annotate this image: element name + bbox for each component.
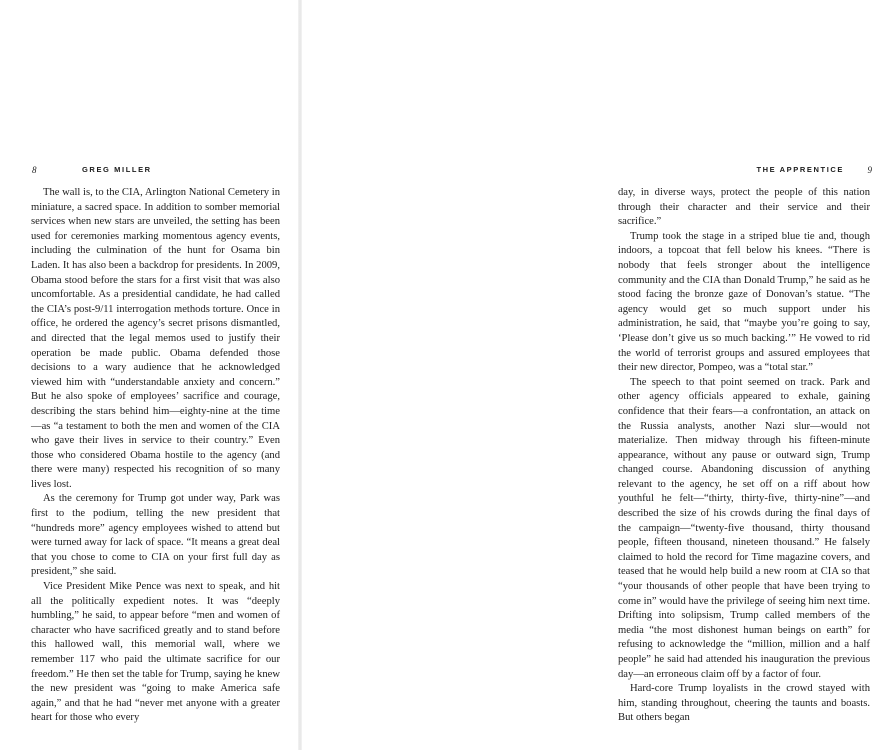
paragraph: The speech to that point seemed on track. Park and other agency officials appeared to exhale, gaining confidence that their fears—a confrontation, an attack on the Russia analysts, another Nazi slur—would not materialize. Then midway through his fifteen-minute appearance, without any pause or outward sign, Trump changed course. Abandoning discussion of anything relevant to the agency, he set off on a riff about how youthful he felt—“thirty, thirty-five, thirty-nine”—and described the size of his crowds during the final days of the campaign—“twenty-five thousand, thirty thousand people, fifteen thousand, nineteen thousand.” He falsely claimed to hold the record for Time magazine covers, and teased that he would help build a new room at CIA so that “your thousands of other people that have been trying to come in” would have the privilege of seeing him next time. Drifting into solipsism, Trump called members of the media “the most dishonest human beings on earth” for refusing to acknowledge the “million, million and a half people” he said had attended his inauguration the previous day—an erroneous claim off by a factor of four. [618, 376, 870, 680]
left-page [0, 0, 300, 750]
right-page [300, 0, 872, 750]
page-number: 8 [32, 165, 37, 175]
paragraph: Vice President Mike Pence was next to speak, and hit all the politically expedient notes. It was “deeply humbling,” he said, to appear before “men and women of character who have sacrificed greatly and to stand before this hallowed wall, this memorial wall, where we remember 117 who paid the ultimate sacrifice for our freedom.” He then set the table for Trump, saying he knew the new president was “going to make America safe again,” and that he had “never met anyone with a greater heart for those who every [31, 581, 280, 724]
paragraph: Trump took the stage in a striped blue tie and, though indoors, a topcoat that fell below his knees. “There is nobody that feels stronger about the intelligence community and the CIA than Donald Trump,” he said as he stood facing the bronze gaze of Donovan’s statue. “The agency would get so much support under his administration, he said, that “maybe you’re going to say, ‘Please don’t give us so much backing.’” He vowed to rid the world of terrorist groups and assured employees that their new director, Pompeo, was a “total star.” [618, 230, 870, 374]
page-number: 9 [867, 165, 872, 175]
paragraph: Hard-core Trump loyalists in the crowd stayed with him, standing throughout, cheering the taunts and boasts. But others began [618, 683, 870, 724]
paragraph-continued: day, in diverse ways, protect the people of this nation through their character and their service and their sacrifice.” [618, 187, 870, 228]
running-head-title: THE APPRENTICE [756, 165, 844, 174]
paragraph: The wall is, to the CIA, Arlington National Cemetery in miniature, a sacred space. In addition to somber memorial services when new stars are unveiled, the setting has been used for ceremonies marking momentous agency events, including the culmination of the hunt for Osama bin Laden. It has also been a backdrop for presidents. In 2009, Obama stood before the stars for a first visit that was also uncomfortable. As a presidential candidate, he had called the CIA’s post-9/11 interrogation methods torture. Once in office, he ordered the agency’s secret prisons dismantled, and directed that the legal memos used to justify their operation be made public. Obama defended those decisions to a wary audience that he acknowledged viewed him with “understandable anxiety and concern.” But he also spoke of employees’ sacrifice and courage, describing the stars behind him—eighty-nine at the time—as “a testament to both the men and women of the CIA who gave their lives in service to their country.” Even those who considered Obama hostile to the agency (and there were many) respected his recognition of so many lives lost. [31, 187, 280, 490]
right-page-header [622, 164, 872, 176]
running-head-author: GREG MILLER [82, 165, 152, 174]
left-page-header [32, 164, 282, 176]
left-page-body [31, 186, 280, 726]
paragraph: As the ceremony for Trump got under way, Park was first to the podium, telling the new president that “hundreds more” agency employees wished to attend but were turned away for lack of space. “It means a great deal that you chose to come to CIA on your first full day as president,” she said. [31, 493, 280, 578]
right-page-body [618, 186, 870, 726]
